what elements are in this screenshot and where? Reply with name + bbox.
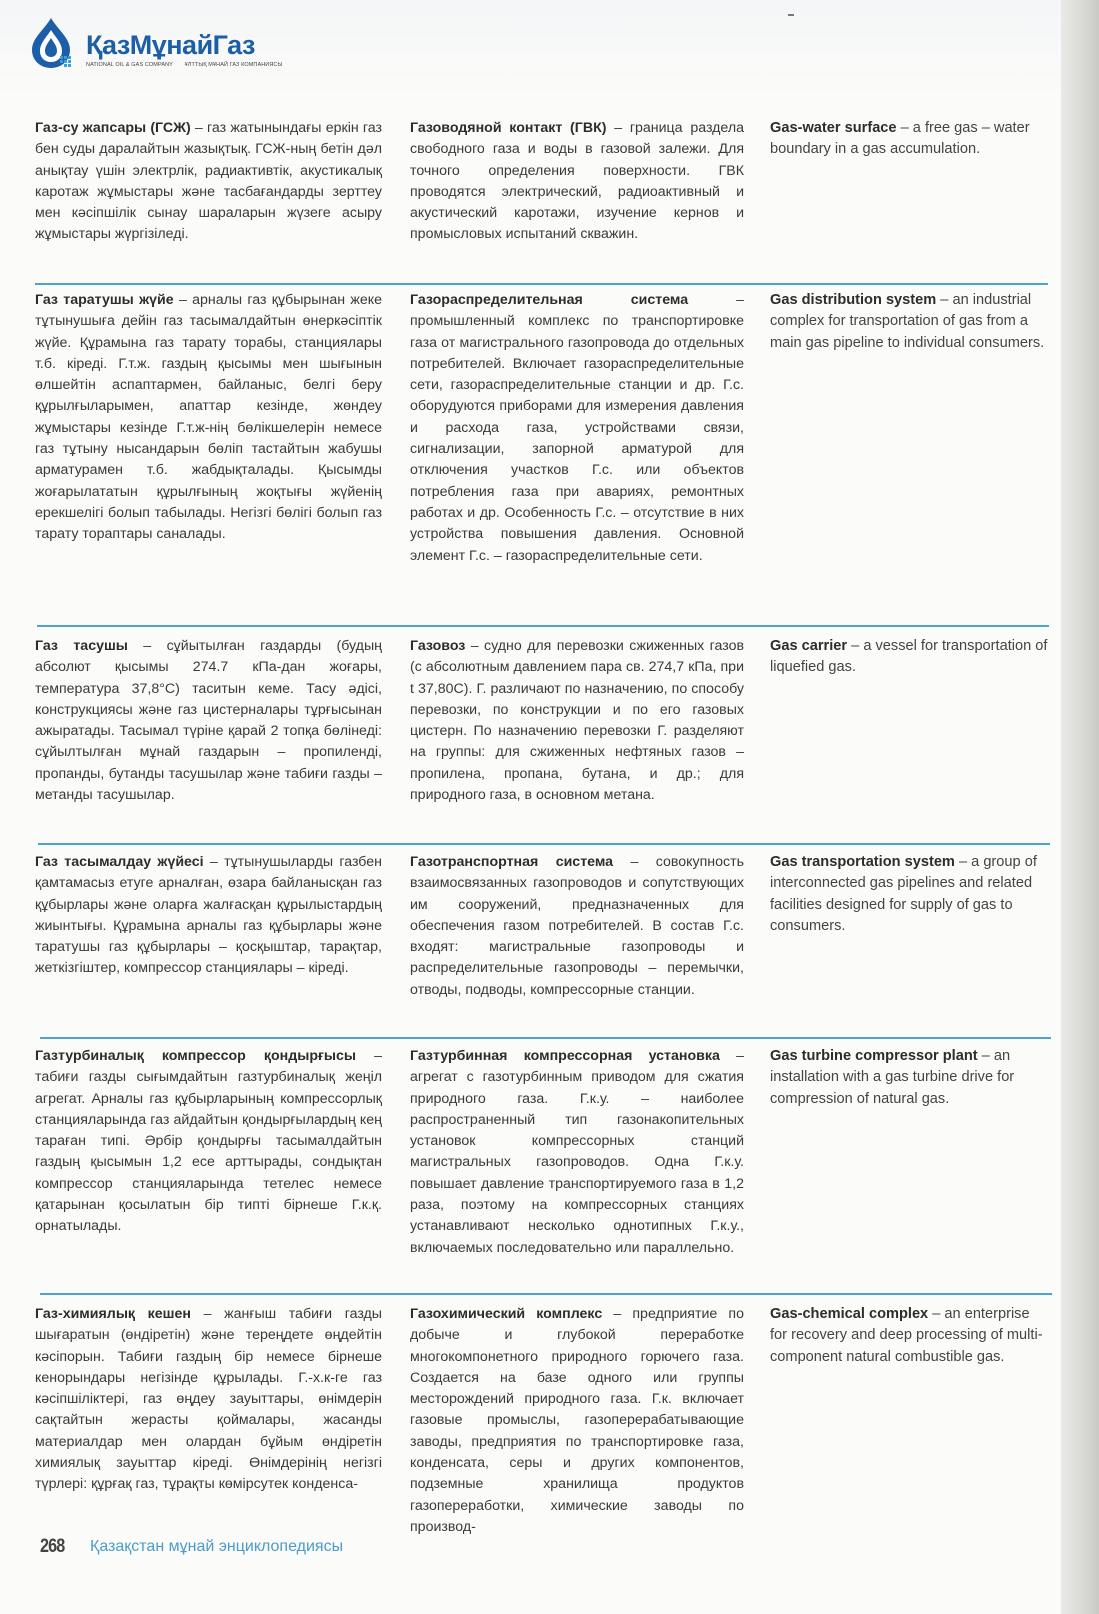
entry-russian [410,636,744,806]
page-edge [1061,0,1099,1614]
divider-rule [40,1037,1051,1039]
entry-russian [410,290,744,567]
entry-english [770,118,1050,161]
entry-russian [410,852,744,1001]
divider-rule [38,843,1050,845]
logo-name: ҚазМұнайГаз [86,30,255,60]
term-en: Gas carrier [770,638,848,654]
term-ru: Газохимический комплекс [410,1306,603,1322]
definition-ru: – совокупность взаимосвязанных газопроводов и сопутствующих им сооружений, предназначенных для обеспечения газом потребителей. В состав Г.с. входят: магистральные газопроводы и распределительные газопроводы – перемычки, отводы, подводы, компрессорные станции. [410,854,744,998]
term-en: Gas transportation system [770,854,955,870]
divider-rule [37,625,1049,627]
entry-russian [410,1304,744,1538]
definition-en: – an enterprise for recovery and deep processing of multi-component natural combustible gas. [770,1306,1043,1365]
term-kz: Газ-химиялық кешен [35,1306,191,1322]
definition-kz: – сұйытылған газдарды (будың абсолют қысымы 274.7 кПа-дан жоғары, температура 37,8°С) таситын кеме. Тасу әдісі, конструкциясы және газ цистерналары тұрғысынан ажыратады. Тасымал түріне қарай 2 топқа бөлінеді: сұйылтылған мұнай газдарын – пропиленді, пропанды, бутанды тасушылар және табиғи газды – метанды тасушылар. [35,638,382,804]
entry-russian [410,1046,744,1259]
definition-en: – a vessel for transportation of liquefied gas. [770,638,1048,676]
definition-en: – a free gas – water boundary in a gas accumulation. [770,120,1030,158]
divider-rule [40,1293,1052,1295]
term-en: Gas turbine compressor plant [770,1048,978,1064]
definition-kz: – газ жатынындағы еркін газ бен суды даралайтын жазықтық. ГСЖ-ның бетін дәл анықтау үшін электрлік, радиактивтік, акустикалық каротаж жұмыстары және тасбағандарды зерттеу мен кәсіпшілік сынау шараларын жүзеге асыру жұмыстары жүргізіледі. [35,120,382,243]
page-number: 268 [40,1536,65,1557]
definition-ru: – агрегат с газотурбинным приводом для сжатия природного газа. Г.к.у. – наиболее распространенный тип газонакопительных установок компрессорных станций магистральных газопроводов. Одна Г.к.у. повышает давление транспортируемого газа в 1,2 раза, поэтому на компрессорных станциях устанавливают несколько однотипных Г.к.у., включаемых последовательно или параллельно. [410,1048,744,1256]
definition-kz: – тұтынушыларды газбен қамтамасыз етуге арналған, өзара байланысқан газ құбырлары және оларға жалғасқан құрылыстардың жиынтығы. Құрамына арналы газ құбырлары және таратушы газ құбырлары – қосқыштар, тарақтар, жеткізгіштер, компрессор станциялары – кіреді. [35,854,383,977]
term-kz: Газ-су жапсары (ГСЖ) [35,120,191,136]
entry-russian [410,118,744,246]
entry-english [770,1046,1050,1110]
definition-ru: – промышленный комплекс по транспортировке газа от магистрального газопровода до отдельных потребителей. Включает газораспределительные сети, газораспределительные станции и др. Г.с. оборудуются приборами для измерения давления и расхода газа, устройствами связи, сигнализации, запорной арматурой для отключения участков Г.с. или объектов потребления газа при авариях, ремонтных работах и др. Особенность Г.с. – отсутствие в них устройства повышения давления. Основной элемент Г.с. – газораспределительные сети. [410,292,744,564]
divider-rule [35,283,1048,285]
term-kz: Газ таратушы жүйе [35,292,174,308]
term-en: Gas-water surface [770,120,897,136]
entry-kazakh [35,1046,382,1238]
term-ru: Газоводяной контакт (ГВК) [410,120,607,136]
definition-ru: – судно для перевозки сжиженных газов (с абсолютным давлением пара св. 274,7 кПа, при t 37,80С). Г. различают по назначению, по способу перевозки, по конструкции и по его газовых цистерн. По назначению перевозки Г. разделяют на группы: для сжиженных нефтяных газов – пропилена, пропана, бутана, и др.; для природного газа, в основном метана. [410,638,744,804]
logo-subtitle-en: NATIONAL OIL & GAS COMPANY [86,62,173,68]
logo-subtitle [86,62,326,68]
footer-title: Қазақстан мұнай энциклопедиясы [90,1538,344,1555]
definition-en: – a group of interconnected gas pipelines and related facilities designed for supply of gas to consumers. [770,854,1037,934]
entry-english [770,290,1050,354]
company-logo [24,16,324,76]
term-ru: Газотранспортная система [410,854,614,870]
definition-ru: – граница раздела свободного газа и воды в газовой залежи. Для точного определения поверхности. ГВК проводятся электрический, радиоактивный и акустический каротажи, изучение кернов и промысловых испытаний скважин. [410,120,744,243]
definition-ru: – предприятие по добыче и глубокой переработке многокомпонетного природного горючего газа. Создается на базе одного или группы месторождений природного газа. Г.к. включает газовые промыслы, газоперерабатывающие заводы, предприятия по транспортировке газа, конденсата, серы и других компонентов, подземные хранилища продуктов газопереработки, химические заводы по производ- [410,1306,744,1535]
term-en: Gas distribution system [770,292,937,308]
entry-kazakh [35,290,382,546]
term-ru: Газовоз [410,638,466,654]
term-kz: Газ тасымалдау жүйесі [35,854,204,870]
entry-english [770,1304,1050,1368]
logo-subtitle-kz: ҰЛТТЫҚ МҰНАЙ ГАЗ КОМПАНИЯСЫ [184,62,283,68]
entry-kazakh [35,636,382,806]
entry-kazakh [35,852,382,980]
term-ru: Газтурбинная компрессорная установка [410,1048,720,1064]
definition-en: – an industrial complex for transportation of gas from a main gas pipeline to individual consumers. [770,292,1045,351]
oil-drop-logo-icon [24,16,78,70]
term-kz: Газтурбиналық компрессор қондырғысы [35,1048,357,1064]
entry-english [770,852,1050,937]
term-ru: Газораспределительная система [410,292,689,308]
term-en: Gas-chemical complex [770,1306,929,1322]
definition-kz: – арналы газ құбырынан жеке тұтынушыға дейін газ тасымалдайтын өнеркәсіптік жүйе. Құрамына газ тарату торабы, станциялары т.б. кіреді. Г.т.ж. газдың қысымы мен шығынын өлшейтін аспаптармен, байланыс, белгі беру құрылғыларымен, апаттар кезінде, жөндеу жұмыстары кезінде Г.т.ж-нің бөлікшелерін немесе газ тұтыну нысандарын бөліп тастайтын жабушы арматурамен т.б. жабдықталады. Қысымды жоғарылататын құрылғының жоқтығы жүйенің ерекшелігі болып табылады. Негізгі бөлігі болып газ тарату тораптары саналады. [35,292,382,543]
definition-en: – an installation with a gas turbine drive for compression of natural gas. [770,1048,1015,1107]
definition-kz: – табиғи газды сығымдайтын газтурбиналық жеңіл агрегат. Арналы газ құбырларының компрессорлық станцияларында газ айдайтын қондырғылардың кең тараған типі. Әрбір қондырғы тасымалдайтын газдың қысымын 1,2 есе арттырады, сондықтан компрессор станцияларында тетелес немесе қатарынан қосылатын бір типті бірнеше Г.к.қ. орнатылады. [35,1048,382,1235]
page-footer [40,1536,540,1566]
definition-kz: – жанғыш табиғи газды шығаратын (өндіретін) және тереңдете өңдейтін кәсіпорын. Табиғи газдың бір немесе бірнеше кенорындары негізінде құрылады. Г.-х.к-ге газ кәсіпшіліктері, газ өңдеу зауыттары, өнімдерін сақтайтын жерасты қоймалары, жасанды материалдар мен олардан бұйым өндіретін химиялық зауыттар кіреді. Өнімдерінің негізгі түрлері: құрғақ газ, тұрақты көмірсутек конденса- [35,1306,382,1493]
scan-mark [788,14,794,16]
entry-kazakh [35,118,382,246]
term-kz: Газ тасушы [35,638,128,654]
entry-english [770,636,1050,679]
entry-kazakh [35,1304,382,1496]
